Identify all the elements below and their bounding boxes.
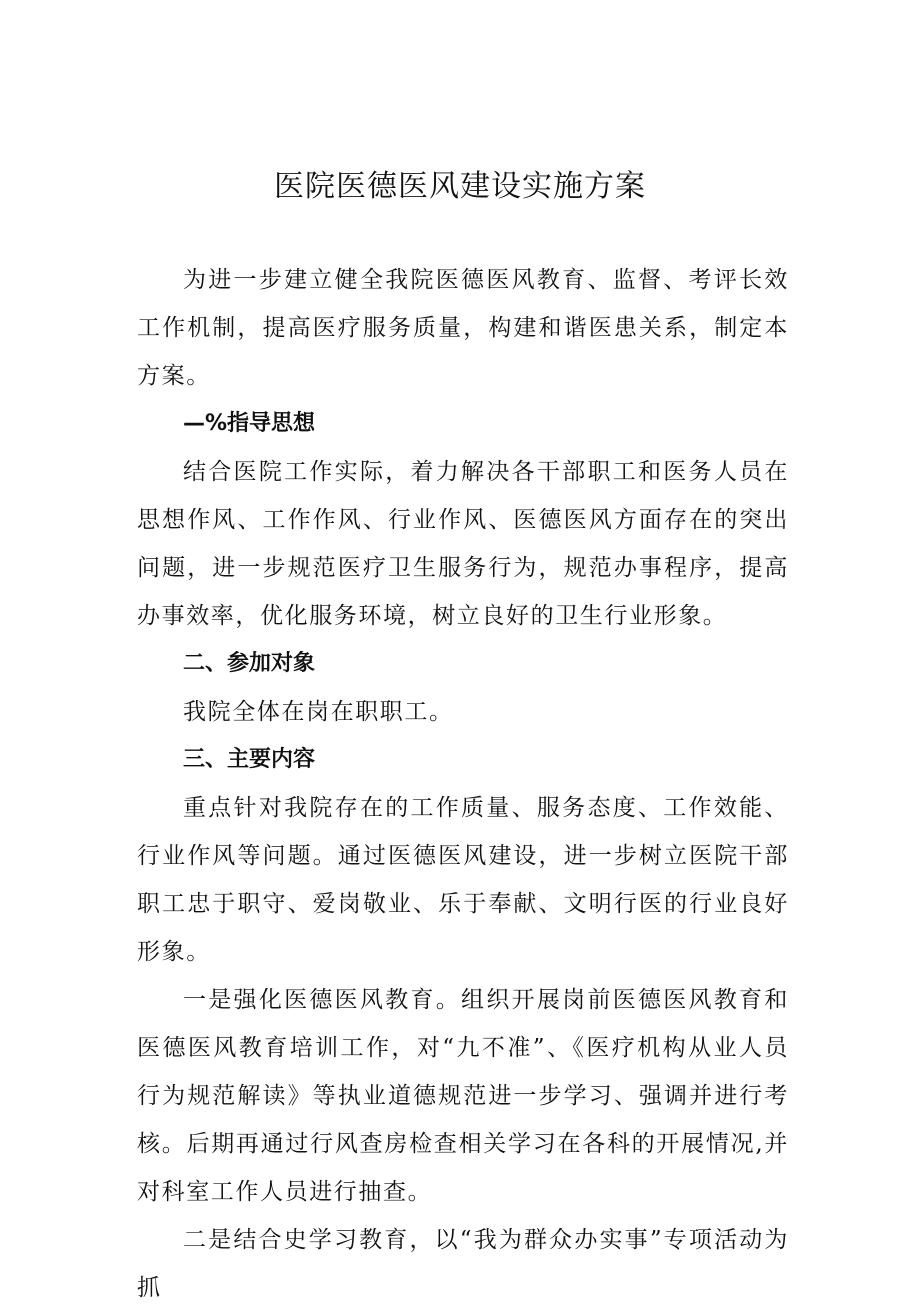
intro-paragraph: 为进一步建立健全我院医德医风教育、监督、考评长效工作机制，提高医疗服务质量，构建和谐医患关系，制定本方案。 — [137, 267, 789, 389]
main-content-paragraph-2: 一是强化医德医风教育。组织开展岗前医德医风教育和医德医风教育培训工作，对“九不准”、《医疗机构从业人员行为规范解读》等执业道德规范进一步学习、强调并进行考核。后期再通过行风查房检查相关学习在各科的开展情况,并对科室工作人员进行抽查。 — [137, 987, 789, 1205]
document-title: 医院医德医风建设实施方案 — [274, 169, 646, 204]
main-content-paragraph-3: 二是结合史学习教育，以“我为群众办实事”专项活动为抓 — [137, 1227, 789, 1301]
section-heading-main-content: 三、主要内容 — [183, 747, 316, 772]
guiding-ideology-paragraph: 结合医院工作实际，着力解决各干部职工和医务人员在思想作风、工作作风、行业作风、医德医风方面存在的突出问题，进一步规范医疗卫生服务行为，规范办事程序，提高办事效率，优化服务环境，树立良好的卫生行业形象。 — [137, 459, 789, 629]
document-body — [137, 256, 789, 1312]
section-heading-participants: 二、参加对象 — [183, 651, 316, 676]
section-heading-guiding-ideology: —%指导思想 — [183, 411, 316, 436]
participants-paragraph: 我院全体在岗在职职工。 — [183, 699, 454, 725]
main-content-paragraph-1: 重点针对我院存在的工作质量、服务态度、工作效能、行业作风等问题。通过医德医风建设，进一步树立医院干部职工忠于职守、爱岗敬业、乐于奉献、文明行医的行业良好形象。 — [137, 795, 789, 965]
